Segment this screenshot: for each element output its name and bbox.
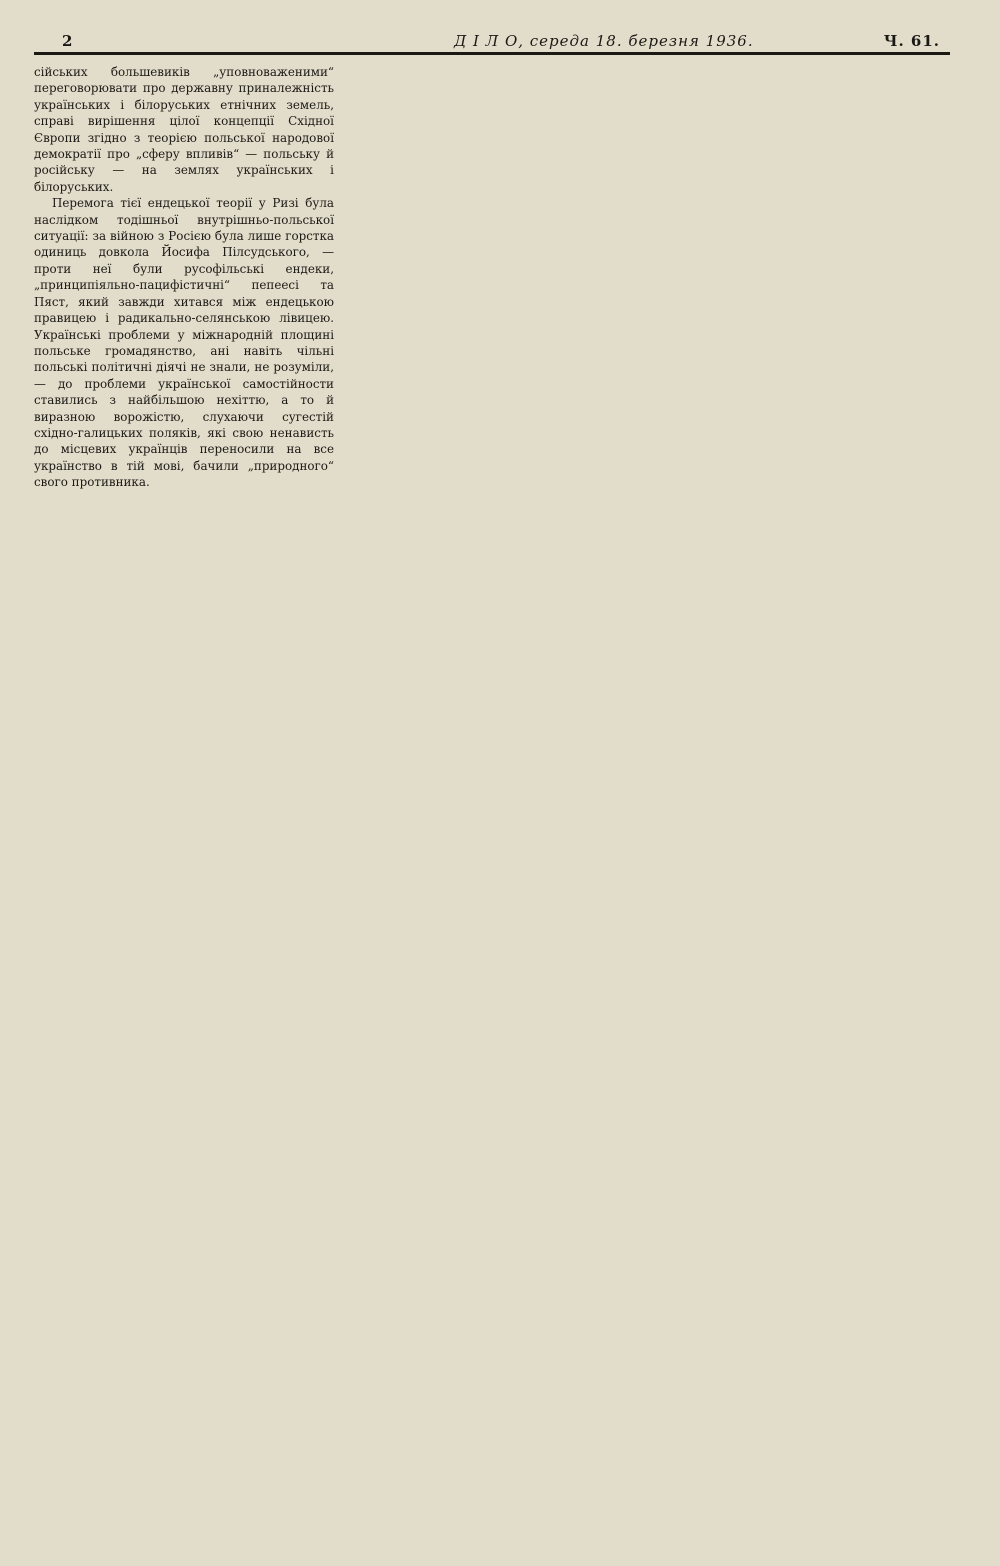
page-number: 2 [62, 32, 74, 50]
issue-number: Ч. 61. [883, 32, 940, 50]
header-rule [34, 52, 950, 55]
paragraph: Перемога тієї ендецької теорії у Ризі була наслідком тодішньої внутрішньо-польської ситуації: за війною з Росією була лише горстка одиниць довкола Йосифа Пілсудського, — проти неї були русофільські ендеки, „принципіяльно-пацифістичні“ пепеесі та Пяст, який завжди хитався між ендецькою правицею і радикально-селянською лівицею. Українські проблеми у міжнародній площині польське громадянство, ані навіть чільні польські політичні діячі не знали, не розуміли, — до проблеми української самостійности ставились з найбільшою нехіттю, а то й виразною ворожістю, слухаючи сугестій східно-галицьких поляків, які свою ненависть до місцевих українців переносили на все українство в тій мові, бачили „природного“ свого противника. [34, 196, 334, 490]
column-top-left [34, 64, 334, 584]
masthead-title: Д І Л О, середа 18. березня 1936. [454, 32, 754, 50]
paragraph: сійських большевиків „уповноваженими“ переговорювати про державну приналежність українських і білоруських етнічних земель, справі вирішення цілої концепції Східної Європи згідно з теорією польської народової демократії про „сферу впливів“ — польську й російську — на землях українських і білоруських. [34, 65, 334, 194]
page-header [34, 30, 950, 52]
